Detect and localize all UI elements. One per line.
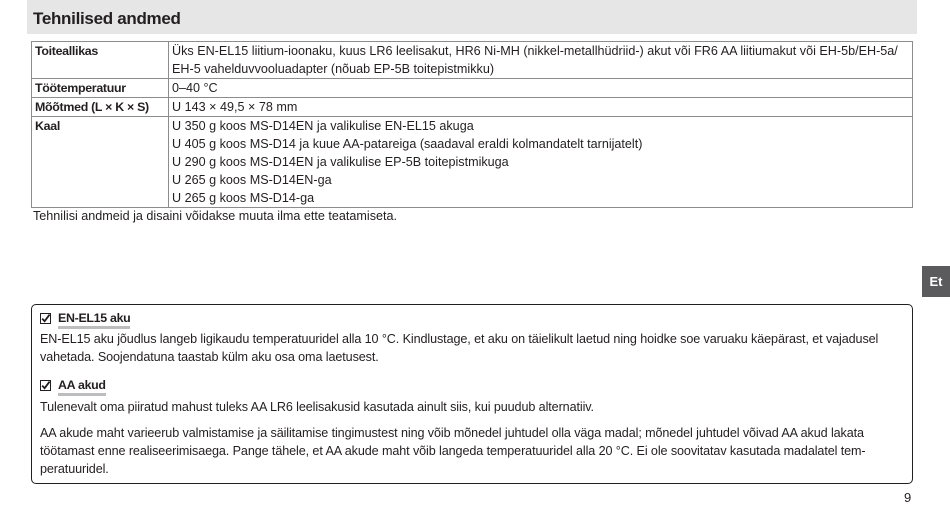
page-title: Tehnilised andmed [33,9,181,28]
note-heading-aa [40,378,106,396]
spec-value-line: U 265 g koos MS-D14-ga [172,191,315,205]
page-number: 9 [904,490,912,505]
spec-key: Töötemperatuur [32,79,169,98]
note-heading-label: AA akud [58,378,106,396]
table-row [32,117,913,208]
spec-value-line: 0–40 °C [172,81,218,95]
spec-key: Kaal [32,117,169,208]
note-text-line: peratuuridel. [40,462,109,476]
specifications-table [31,41,913,208]
table-row [32,79,913,98]
note-text-line: vahetada. Soojendatuna taastab külm aku osa oma laetusest. [40,350,379,364]
spec-value-line: U 290 g koos MS-D14EN ja valikulise EP-5B toitepistmikuga [172,155,509,169]
table-row [32,98,913,117]
note-heading-en-el15 [40,311,130,329]
spec-value [169,42,913,79]
spec-value-line: U 405 g koos MS-D14 ja kuue AA-patareiga (saadaval eraldi kolmandatelt tarnijatelt) [172,137,643,151]
spec-key: Mõõtmed (L × K × S) [32,98,169,117]
table-row [32,42,913,79]
spec-value-line: U 265 g koos MS-D14EN-ga [172,173,332,187]
spec-key: Toiteallikas [32,42,169,79]
note-text-line: AA akude maht varieerub valmistamise ja säilitamise tingimustest ning võib mõnedel juhtudel olla väga madal; mõnedel juhtudel võivad AA akud lakata [40,426,864,440]
note-heading-label: EN-EL15 aku [58,311,130,329]
notes-box [31,304,913,484]
language-tab: Et [922,266,950,297]
checkbox-check-icon [40,313,51,324]
spec-value-line: EH-5 vahelduvvooluadapter (nõuab EP-5B toitepistmikku) [172,62,495,76]
note-text-line: töötamast enne realiseerimisaega. Pange tähele, et AA akude maht võib langeda temperatuuridel alla 20 °C. Ei ole soovitatav kasutada madalatel tem- [40,444,866,458]
spec-change-notice: Tehnilisi andmeid ja disaini võidakse muuta ilma ette teatamiseta. [33,209,398,223]
note-paragraph [40,330,908,366]
note-paragraph [40,424,908,478]
note-text-line: EN-EL15 aku jõudlus langeb ligikaudu temperatuuridel alla 10 °C. Kindlustage, et aku on täielikult laetud ning hoidke soe varuaku käepärast, et vajadusel [40,332,879,346]
spec-value-line: U 350 g koos MS-D14EN ja valikulise EN-EL15 akuga [172,119,474,133]
note-paragraph: Tulenevalt oma piiratud mahust tuleks AA LR6 leelisakusid kasutada ainult siis, kui puudub alternatiiv. [40,400,594,414]
spec-value [169,98,913,117]
spec-value [169,79,913,98]
spec-value-line: Üks EN-EL15 liitium-ioonaku, kuus LR6 leelisakut, HR6 Ni-MH (nikkel-metallhüdriid-) akut või FR6 AA liitiumakut või EH-5b/EH-5a/ [172,44,898,58]
spec-value [169,117,913,208]
spec-value-line: U 143 × 49,5 × 78 mm [172,100,298,114]
checkbox-check-icon [40,380,51,391]
section-title-bar [27,0,917,34]
